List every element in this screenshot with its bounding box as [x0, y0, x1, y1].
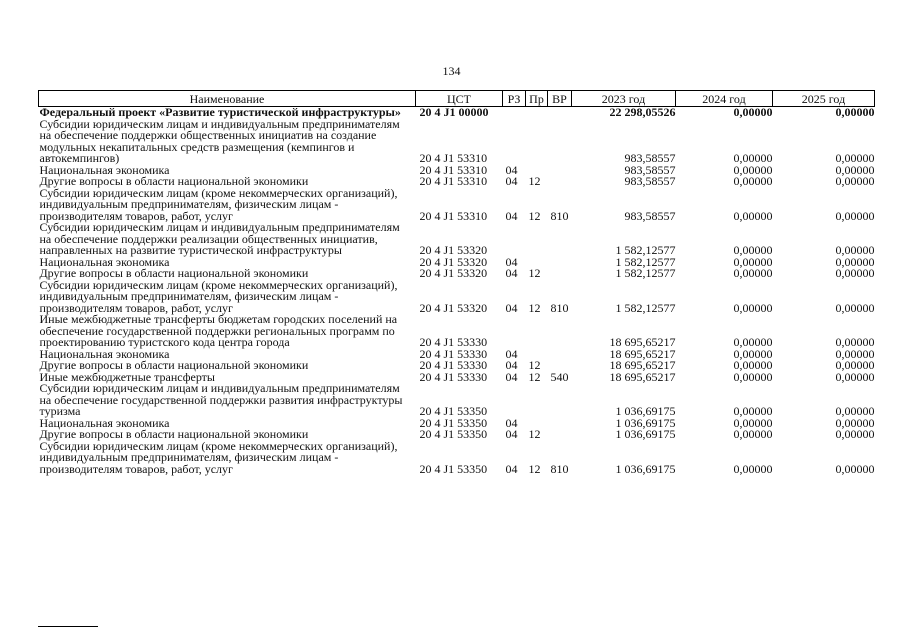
row-expense-type [548, 176, 572, 188]
row-name: Субсидии юридическим лицам и индивидуальным предпринимателям на обеспечение государственной поддержки развития инфраструктуры туризма [39, 381, 403, 418]
row-subsection: 12 [528, 300, 541, 315]
row-amount-2024: 0,00000 [733, 266, 773, 280]
row-expense-type: 810 [550, 300, 569, 315]
row-expense-type [548, 107, 572, 119]
row-name: Другие вопросы в области национальной экономики [39, 358, 309, 372]
row-subsection [526, 222, 548, 257]
row-amount-2023: 18 695,65217 [609, 369, 676, 384]
row-amount-2024: 0,00000 [733, 243, 773, 257]
row-expense-type [548, 119, 572, 165]
table-row [39, 188, 875, 223]
row-amount-2025: 0,00000 [835, 335, 875, 349]
row-amount-2024: 0,00000 [733, 254, 773, 269]
row-amount-2024: 0,00000 [733, 335, 773, 349]
row-amount-2023: 18 695,65217 [609, 358, 676, 372]
row-section: 04 [505, 346, 518, 361]
table-body [39, 107, 875, 476]
row-name: Другие вопросы в области национальной экономики [39, 427, 309, 441]
row-subsection [526, 314, 548, 349]
row-section [503, 314, 526, 349]
row-amount-2023: 1 582,12577 [615, 254, 676, 269]
row-amount-2024: 0,00000 [733, 300, 773, 315]
row-csr-code: 20 4 J1 53350 [419, 404, 488, 418]
row-expense-type [548, 222, 572, 257]
row-name: Другие вопросы в области национальной экономики [39, 266, 309, 280]
row-amount-2025: 0,00000 [835, 243, 875, 257]
row-amount-2025: 0,00000 [835, 300, 875, 315]
row-csr-code: 20 4 J1 53320 [419, 254, 488, 269]
row-amount-2024: 0,00000 [733, 358, 773, 372]
row-amount-2023: 983,58557 [624, 162, 676, 177]
header-2023: 2023 год [572, 91, 676, 107]
row-subsection [526, 383, 548, 418]
row-amount-2025: 0,00000 [835, 461, 875, 476]
header-2025: 2025 год [773, 91, 875, 107]
row-amount-2024: 0,00000 [733, 369, 773, 384]
row-amount-2023: 18 695,65217 [609, 335, 676, 349]
row-amount-2023: 1 582,12577 [615, 266, 676, 280]
row-expense-type [548, 349, 572, 361]
row-amount-2024: 0,00000 [733, 208, 773, 223]
row-name: Национальная экономика [39, 415, 170, 430]
row-name: Национальная экономика [39, 346, 170, 361]
row-subsection: 12 [528, 266, 541, 280]
row-amount-2023: 1 036,69175 [615, 461, 676, 476]
row-amount-2023: 22 298,05526 [609, 105, 676, 119]
table-row [39, 222, 875, 257]
row-csr-code: 20 4 J1 53320 [419, 266, 488, 280]
row-amount-2024: 0,00000 [733, 174, 773, 188]
row-section: 04 [505, 208, 518, 223]
row-section: 04 [505, 461, 518, 476]
row-csr-code: 20 4 J1 53310 [419, 208, 488, 223]
row-amount-2025: 0,00000 [835, 415, 875, 430]
row-subsection: 12 [528, 208, 541, 223]
row-csr-code: 20 4 J1 53330 [419, 335, 488, 349]
row-amount-2025: 0,00000 [835, 358, 875, 372]
header-vr: ВР [548, 91, 572, 107]
row-amount-2025: 0,00000 [835, 346, 875, 361]
row-expense-type [548, 383, 572, 418]
table-row [39, 314, 875, 349]
row-subsection: 12 [528, 369, 541, 384]
row-name: Субсидии юридическим лицам (кроме некоммерческих организаций), индивидуальным предпринимателям, физическим лицам - производителям товаров, работ, услуг [39, 185, 398, 223]
row-amount-2024: 0,00000 [733, 346, 773, 361]
row-csr-code: 20 4 J1 53320 [419, 243, 488, 257]
row-expense-type [548, 257, 572, 269]
row-name: Иные межбюджетные трансферты [39, 369, 215, 384]
row-name: Субсидии юридическим лицам и индивидуальным предпринимателям на обеспечение поддержки общественных инициатив на создание модульных некапитальных средств размещения (кемпингов и автокемпингов) [39, 116, 400, 165]
row-amount-2023: 1 036,69175 [615, 415, 676, 430]
row-amount-2025: 0,00000 [835, 404, 875, 418]
row-subsection [526, 107, 548, 119]
row-csr-code: 20 4 J1 53310 [419, 151, 488, 165]
row-name: Федеральный проект «Развитие туристической инфраструктуры» [39, 105, 401, 119]
row-amount-2025: 0,00000 [835, 369, 875, 384]
row-section [503, 107, 526, 119]
row-name: Субсидии юридическим лицам (кроме некоммерческих организаций), индивидуальным предпринимателям, физическим лицам - производителям товаров, работ, услуг [39, 277, 398, 315]
row-csr-code: 20 4 J1 53350 [419, 415, 488, 430]
row-amount-2025: 0,00000 [835, 105, 875, 119]
row-expense-type: 810 [550, 461, 569, 476]
row-amount-2025: 0,00000 [835, 208, 875, 223]
row-amount-2023: 1 582,12577 [615, 300, 676, 315]
header-2024: 2024 год [676, 91, 773, 107]
row-csr-code: 20 4 J1 00000 [419, 105, 489, 119]
header-pr: Пр [526, 91, 548, 107]
row-amount-2023: 1 582,12577 [615, 243, 676, 257]
row-amount-2025: 0,00000 [835, 427, 875, 441]
row-section: 04 [505, 358, 518, 372]
row-csr-code: 20 4 J1 53320 [419, 300, 488, 315]
row-amount-2024: 0,00000 [733, 461, 773, 476]
row-amount-2025: 0,00000 [835, 162, 875, 177]
row-name: Национальная экономика [39, 254, 170, 269]
row-expense-type: 540 [550, 369, 569, 384]
row-section: 04 [505, 254, 518, 269]
row-expense-type [548, 314, 572, 349]
row-section: 04 [505, 427, 518, 441]
row-section: 04 [505, 369, 518, 384]
row-section: 04 [505, 415, 518, 430]
row-subsection: 12 [528, 174, 541, 188]
row-section: 04 [505, 162, 518, 177]
table-row [39, 441, 875, 476]
row-expense-type [548, 429, 572, 441]
row-csr-code: 20 4 J1 53350 [419, 427, 488, 441]
row-section: 04 [505, 174, 518, 188]
header-rz: РЗ [503, 91, 526, 107]
row-subsection: 12 [528, 461, 541, 476]
row-expense-type [548, 268, 572, 280]
page-number: 134 [442, 64, 461, 78]
row-section [503, 119, 526, 165]
row-amount-2025: 0,00000 [835, 266, 875, 280]
row-amount-2025: 0,00000 [835, 174, 875, 188]
row-amount-2024: 0,00000 [733, 162, 773, 177]
budget-table [38, 90, 875, 475]
row-amount-2023: 983,58557 [624, 151, 676, 165]
row-subsection [526, 119, 548, 165]
row-csr-code: 20 4 J1 53330 [419, 358, 488, 372]
row-amount-2025: 0,00000 [835, 254, 875, 269]
row-expense-type [548, 165, 572, 177]
row-csr-code: 20 4 J1 53330 [419, 346, 488, 361]
header-name: Наименование [39, 91, 416, 107]
row-name: Другие вопросы в области национальной экономики [39, 174, 309, 188]
row-amount-2023: 983,58557 [624, 174, 676, 188]
row-amount-2023: 18 695,65217 [609, 346, 676, 361]
row-expense-type: 810 [550, 208, 569, 223]
footnote-divider [38, 626, 98, 627]
row-name: Национальная экономика [39, 162, 170, 177]
row-amount-2023: 983,58557 [624, 208, 676, 223]
row-amount-2024: 0,00000 [733, 105, 773, 119]
row-amount-2023: 1 036,69175 [615, 404, 676, 418]
row-name: Субсидии юридическим лицам (кроме некоммерческих организаций), индивидуальным предпринимателям, физическим лицам - производителям товаров, работ, услуг [39, 438, 398, 476]
row-amount-2023: 1 036,69175 [615, 427, 676, 441]
row-amount-2024: 0,00000 [733, 151, 773, 165]
table-row [39, 280, 875, 315]
row-section [503, 222, 526, 257]
row-subsection: 12 [528, 358, 541, 372]
row-subsection: 12 [528, 427, 541, 441]
row-csr-code: 20 4 J1 53350 [419, 461, 488, 476]
row-name: Иные межбюджетные трансферты бюджетам городских поселений на обеспечение государственной поддержки региональных программ по проектированию туристского кода центра города [39, 312, 398, 349]
header-csr: ЦСТ [416, 91, 503, 107]
row-amount-2024: 0,00000 [733, 427, 773, 441]
table-row [39, 119, 875, 165]
row-expense-type [548, 418, 572, 430]
row-name: Субсидии юридическим лицам и индивидуальным предпринимателям на обеспечение поддержки реализации общественных инициатив, направленных на развитие туристической инфраструктуры [39, 220, 400, 257]
row-amount-2024: 0,00000 [733, 415, 773, 430]
row-csr-code: 20 4 J1 53310 [419, 162, 488, 177]
row-section [503, 383, 526, 418]
row-amount-2025: 0,00000 [835, 151, 875, 165]
table-row [39, 383, 875, 418]
row-csr-code: 20 4 J1 53310 [419, 174, 488, 188]
row-section: 04 [505, 266, 518, 280]
row-amount-2024: 0,00000 [733, 404, 773, 418]
row-section: 04 [505, 300, 518, 315]
row-csr-code: 20 4 J1 53330 [419, 369, 488, 384]
